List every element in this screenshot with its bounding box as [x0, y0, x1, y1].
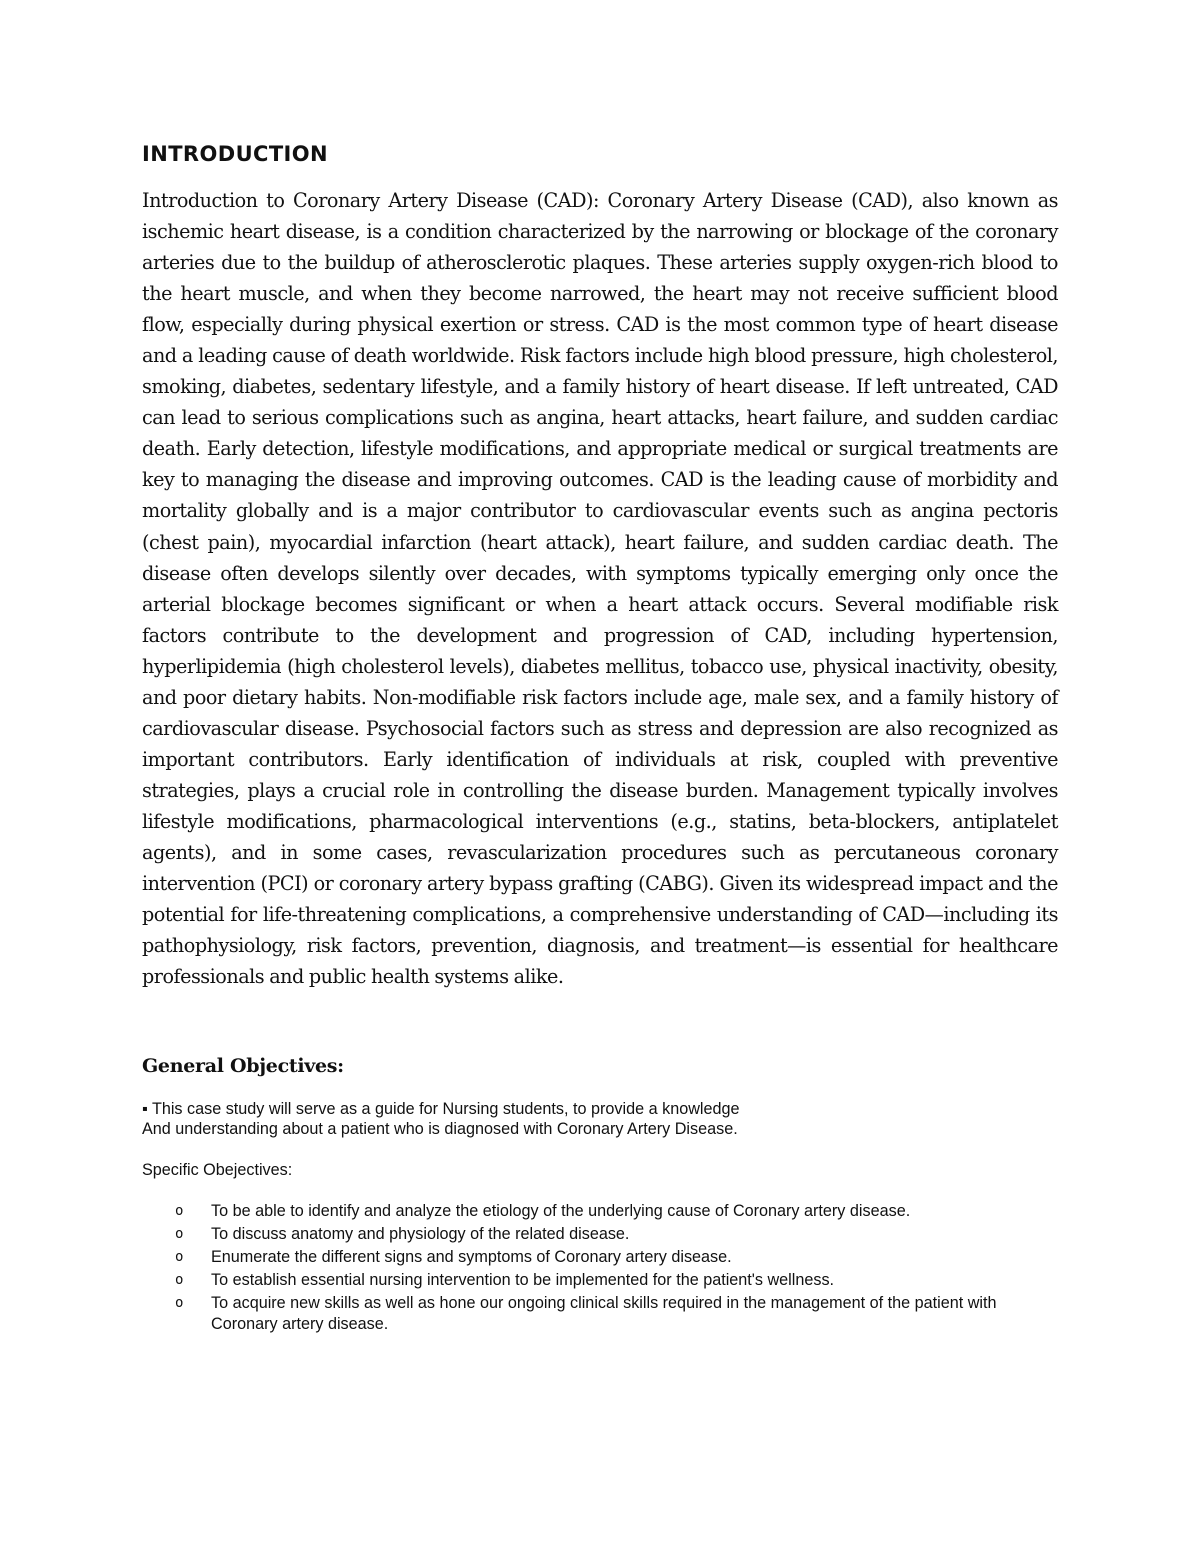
- specific-objectives-label: Specific Obejectives:: [142, 1161, 293, 1179]
- general-objectives-line: ▪ This case study will serve as a guide for Nursing students, to provide a knowledge: [142, 1100, 740, 1118]
- list-item-text: To be able to identify and analyze the etiology of the underlying cause of Coronary artery disease.: [211, 1202, 911, 1220]
- list-item: [175, 1292, 1055, 1335]
- introduction-heading: INTRODUCTION: [142, 142, 328, 166]
- general-objectives-line: And understanding about a patient who is diagnosed with Coronary Artery Disease.: [142, 1120, 738, 1138]
- list-item: [175, 1246, 1055, 1269]
- specific-objectives-list: [175, 1200, 1055, 1335]
- introduction-paragraph: Introduction to Coronary Artery Disease (CAD): Coronary Artery Disease (CAD), also known as ischemic heart disease, is a condition characterized by the narrowing or blockage of the coronary arteries due to the buildup of atherosclerotic plaques. These arteries supply oxygen-rich blood to the heart muscle, and when they become narrowed, the heart may not receive sufficient blood flow, especially during physical exertion or stress. CAD is the most common type of heart disease and a leading cause of death worldwide. Risk factors include high blood pressure, high cholesterol, smoking, diabetes, sedentary lifestyle, and a family history of heart disease. If left untreated, CAD can lead to serious complications such as angina, heart attacks, heart failure, and sudden cardiac death. Early detection, lifestyle modifications, and appropriate medical or surgical treatments are key to managing the disease and improving outcomes. CAD is the leading cause of morbidity and mortality globally and is a major contributor to cardiovascular events such as angina pectoris (chest pain), myocardial infarction (heart attack), heart failure, and sudden cardiac death. The disease often develops silently over decades, with symptoms typically emerging only once the arterial blockage becomes significant or when a heart attack occurs. Several modifiable risk factors contribute to the development and progression of CAD, including hypertension, hyperlipidemia (high cholesterol levels), diabetes mellitus, tobacco use, physical inactivity, obesity, and poor dietary habits. Non-modifiable risk factors include age, male sex, and a family history of cardiovascular disease. Psychosocial factors such as stress and depression are also recognized as important contributors. Early identification of individuals at risk, coupled with preventive strategies, plays a crucial role in controlling the disease burden. Management typically involves lifestyle modifications, pharmacological interventions (e.g., statins, beta-blockers, antiplatelet agents), and in some cases, revascularization procedures such as percutaneous coronary intervention (PCI) or coronary artery bypass grafting (CABG). Given its widespread impact and the potential for life-threatening complications, a comprehensive understanding of CAD—including its pathophysiology, risk factors, prevention, diagnosis, and treatment—is essential for healthcare professionals and public health systems alike.: [142, 189, 1058, 989]
- bullet-icon: o: [175, 1226, 184, 1242]
- general-objectives-heading: General Objectives:: [142, 1055, 344, 1077]
- list-item-text: To acquire new skills as well as hone our ongoing clinical skills required in the management of the patient with Coronary artery disease.: [211, 1294, 997, 1333]
- bullet-icon: o: [175, 1203, 184, 1219]
- list-item: [175, 1223, 1055, 1246]
- list-item-text: Enumerate the different signs and symptoms of Coronary artery disease.: [211, 1248, 732, 1266]
- list-item: [175, 1269, 1055, 1292]
- general-objectives-text: [142, 1099, 1042, 1139]
- list-item: [175, 1200, 1055, 1223]
- bullet-icon: o: [175, 1249, 184, 1265]
- list-item-text: To establish essential nursing intervention to be implemented for the patient's wellness.: [211, 1271, 835, 1289]
- bullet-icon: o: [175, 1272, 184, 1288]
- list-item-text: To discuss anatomy and physiology of the related disease.: [211, 1225, 630, 1243]
- bullet-icon: o: [175, 1295, 184, 1311]
